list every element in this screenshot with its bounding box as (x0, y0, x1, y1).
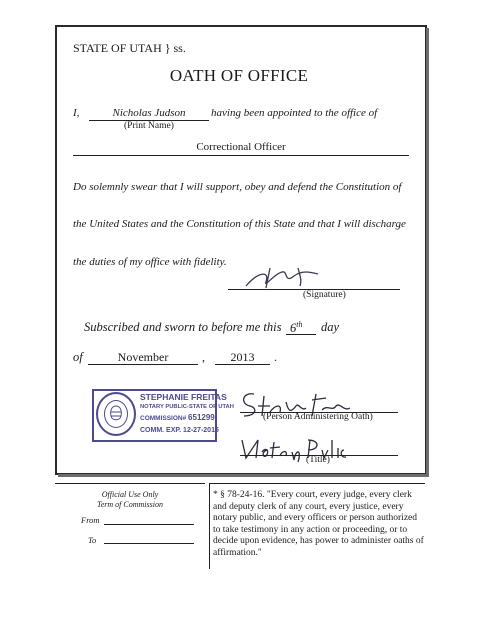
lower-divider (209, 484, 210, 569)
lower-left-rule (55, 483, 205, 484)
stamp-line1: NOTARY PUBLIC-STATE OF UTAH (140, 404, 234, 410)
stamp-commission: COMMISSION# 651299 (140, 413, 215, 422)
from-label: From (81, 515, 100, 525)
stamp-name: STEPHANIE FREITAS (140, 392, 227, 402)
title-signature-image (236, 434, 356, 464)
day-value: 6th (290, 320, 303, 336)
appointment-prefix: I, (73, 107, 80, 119)
title-caption: (Title) (306, 455, 330, 465)
month-value: November (117, 350, 169, 364)
statute-text: * § 78-24-16. "Every court, every judge, every clerk and deputy clerk of any court, every justice, every notary public, and every officers or person authorized to take testimony in any action or proceeding, or to decide upon evidence, has power to administer oaths of affirmation." (213, 490, 424, 558)
office-underline (73, 155, 409, 156)
appointment-suffix: having been appointed to the office of (211, 107, 378, 119)
to-label: To (88, 535, 97, 545)
oath-line-2: the United States and the Constitution of this State and that I will discharge (73, 218, 406, 230)
frame-shadow-bottom (58, 474, 429, 477)
name-caption: (Print Name) (124, 121, 174, 131)
lower-right-rule (209, 483, 425, 484)
printed-name: Nicholas Judson (112, 107, 186, 119)
signature-caption: (Signature) (303, 290, 346, 300)
month-comma: , (202, 350, 205, 364)
state-line: STATE OF UTAH } ss. (73, 41, 186, 55)
office-title: Correctional Officer (196, 141, 286, 153)
stamp-expiration: COMM. EXP. 12-27-2015 (140, 427, 219, 434)
frame-shadow-right (426, 28, 429, 477)
oath-taker-signature-image (240, 262, 350, 292)
document-title: OATH OF OFFICE (169, 66, 309, 85)
date-period: . (274, 350, 277, 364)
oath-line-1: Do solemnly swear that I will support, obey and defend the Constitution of (73, 181, 402, 193)
year-value: 2013 (230, 350, 255, 364)
oath-line-3: the duties of my office with fidelity. (73, 256, 227, 268)
from-underline (104, 524, 194, 525)
subscribed-text: Subscribed and sworn to before me this (84, 320, 282, 334)
of-word: of (73, 350, 83, 364)
administering-caption: (Person Administering Oath) (263, 412, 373, 422)
official-use-line2: Term of Commission (97, 500, 163, 509)
official-use-line1: Official Use Only (101, 490, 159, 499)
day-word: day (321, 320, 340, 334)
beehive-icon (108, 404, 124, 424)
to-underline (104, 543, 194, 544)
